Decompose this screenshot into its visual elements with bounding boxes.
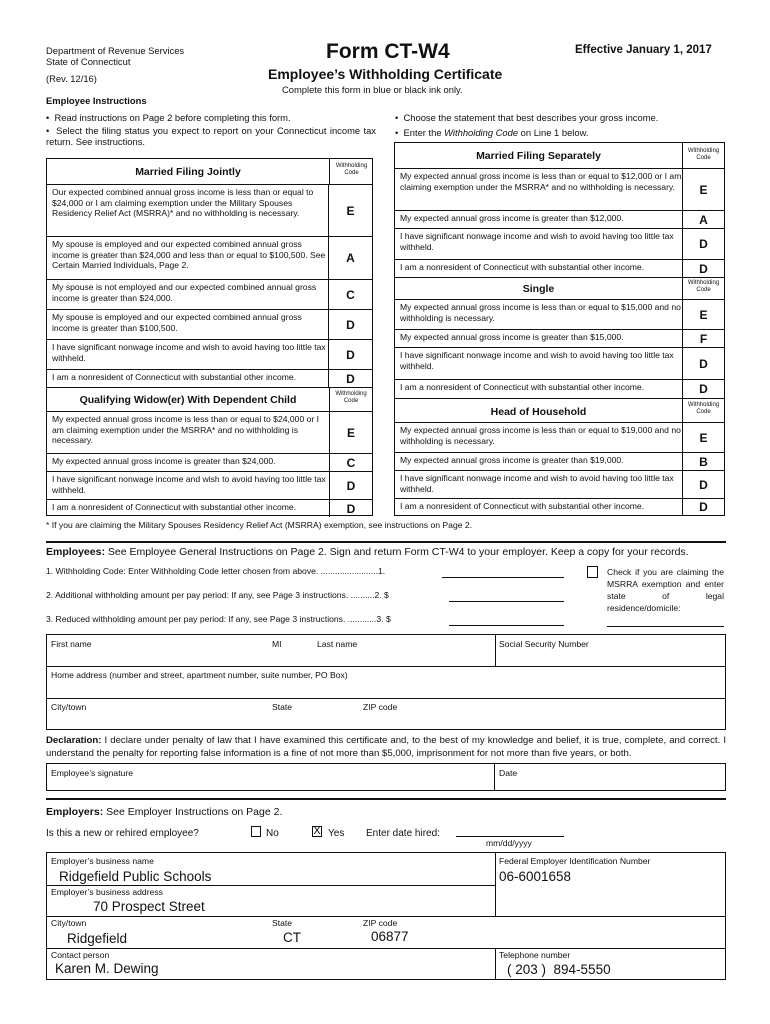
withholding-code-value: D bbox=[328, 370, 372, 387]
withholding-code-value: D bbox=[682, 499, 724, 515]
withholding-code-value: D bbox=[328, 340, 372, 369]
withholding-code-value: A bbox=[682, 211, 724, 228]
withholding-code-value: B bbox=[682, 453, 724, 470]
withholding-code-value: E bbox=[328, 185, 372, 236]
divider bbox=[47, 948, 725, 949]
row-description: I have significant nonwage income and wish to avoid having too little tax withheld. bbox=[400, 473, 674, 494]
declaration-label: Declaration: bbox=[46, 735, 102, 746]
status-row bbox=[47, 471, 372, 499]
status-row bbox=[395, 470, 724, 498]
married-separately-header bbox=[395, 143, 682, 168]
ssn-label: Social Security Number bbox=[499, 639, 589, 649]
status-row bbox=[395, 168, 724, 210]
row-description: My expected annual gross income is greater than $15,000. bbox=[400, 332, 624, 342]
status-row bbox=[395, 299, 724, 329]
line-1-label: 1. Withholding Code: Enter Withholding Code letter chosen from above. ........................1. bbox=[46, 566, 386, 576]
hoh-header bbox=[395, 398, 724, 423]
married-jointly-header bbox=[47, 159, 329, 184]
row-description: I have significant nonwage income and wish to avoid having too little tax withheld. bbox=[400, 350, 674, 371]
withholding-code-value: D bbox=[329, 500, 372, 517]
city-label: City/town bbox=[51, 702, 87, 712]
married-separately-title: Married Filing Separately bbox=[476, 150, 601, 162]
withholding-code-field[interactable] bbox=[442, 566, 564, 578]
business-name-label: Employer’s business name bbox=[51, 856, 154, 866]
status-row bbox=[395, 422, 724, 452]
row-description: My expected annual gross income is less than or equal to $24,000 or I am claiming exemption under the MSRRA* and no withholding is necessary. bbox=[52, 414, 320, 446]
divider bbox=[47, 916, 725, 917]
status-row bbox=[395, 329, 724, 347]
status-row bbox=[47, 279, 372, 309]
employers-text: See Employer Instructions on Page 2. bbox=[103, 806, 283, 818]
yes-label: Yes bbox=[328, 828, 345, 839]
hire-date-label: Enter date hired: bbox=[366, 828, 440, 839]
instruction-bullet-1: • Read instructions on Page 2 before completing this form. bbox=[46, 112, 291, 123]
withholding-code-header: Withholding Code bbox=[329, 388, 372, 412]
right-status-table bbox=[394, 142, 725, 516]
msrra-checkbox[interactable] bbox=[587, 566, 598, 578]
employees-text: See Employee General Instructions on Page 2. Sign and return Form CT-W4 to your employer. Keep a copy for your records. bbox=[104, 546, 689, 558]
withholding-code-value: A bbox=[328, 237, 372, 279]
row-description: My expected annual gross income is less than or equal to $19,000 and no withholding is necessary. bbox=[400, 425, 681, 446]
employer-zip-label: ZIP code bbox=[363, 918, 398, 928]
phone-value[interactable]: ( 203 ) 894-5550 bbox=[507, 962, 611, 977]
hire-date-field[interactable] bbox=[456, 824, 564, 837]
msrra-check-text: Check if you are claiming the MSRRA exemption and enter state of legal residence/domicile: bbox=[607, 567, 724, 613]
status-row bbox=[47, 184, 372, 236]
row-description: My expected annual gross income is greater than $24,000. bbox=[52, 456, 276, 466]
withholding-code-value: C bbox=[328, 280, 372, 309]
row-description: I am a nonresident of Connecticut with substantial other income. bbox=[52, 372, 297, 382]
divider bbox=[495, 948, 496, 979]
business-name-value[interactable]: Ridgefield Public Schools bbox=[59, 869, 212, 884]
status-row bbox=[395, 259, 724, 277]
withholding-code-header: Withholding Code bbox=[682, 278, 724, 300]
section-divider bbox=[46, 541, 726, 543]
effective-date: Effective January 1, 2017 bbox=[575, 44, 712, 56]
single-header bbox=[395, 277, 724, 300]
status-row bbox=[47, 369, 372, 387]
single-title: Single bbox=[522, 283, 555, 295]
employer-city-label: City/town bbox=[51, 918, 87, 928]
employer-city-value[interactable]: Ridgefield bbox=[67, 931, 128, 946]
divider bbox=[494, 764, 495, 790]
status-row bbox=[395, 228, 724, 259]
row-description: My expected annual gross income is greater than $19,000. bbox=[400, 455, 624, 465]
phone-number: 894-5550 bbox=[553, 962, 611, 977]
widow-header bbox=[47, 387, 372, 412]
withholding-code-value: E bbox=[682, 169, 724, 210]
form-title: Form CT-W4 bbox=[326, 40, 450, 63]
legal-residence-field[interactable] bbox=[607, 616, 724, 627]
withholding-code-value: E bbox=[682, 423, 724, 452]
instruction-bullet-2: • Select the filing status you expect to report on your Connecticut income tax return. See instructions. bbox=[46, 125, 376, 148]
row-description: I am a nonresident of Connecticut with substantial other income. bbox=[52, 502, 297, 512]
additional-withholding-field[interactable] bbox=[449, 590, 564, 602]
left-status-table bbox=[46, 158, 373, 516]
row-description: My expected annual gross income is less than or equal to $12,000 or I am claiming exemption under the MSRRA* and no withholding is necessary. bbox=[400, 171, 682, 192]
contact-label: Contact person bbox=[51, 950, 110, 960]
form-subtitle: Employee’s Withholding Certificate bbox=[268, 66, 503, 82]
status-row bbox=[47, 309, 372, 339]
withholding-code-value: F bbox=[682, 330, 724, 347]
mi-label: MI bbox=[272, 639, 282, 649]
yes-checkbox[interactable]: X bbox=[313, 825, 321, 837]
divider bbox=[47, 885, 495, 886]
status-row bbox=[395, 210, 724, 228]
status-row bbox=[47, 339, 372, 369]
signature-label: Employee’s signature bbox=[51, 768, 134, 778]
withholding-code-value: C bbox=[329, 454, 372, 471]
last-name-label: Last name bbox=[317, 639, 358, 649]
row-description: I have significant nonwage income and wish to avoid having too little tax withheld. bbox=[52, 474, 326, 495]
ink-note: Complete this form in blue or black ink only. bbox=[282, 84, 463, 95]
line-2-label: 2. Additional withholding amount per pay period: If any, see Page 3 instructions. ..........2. $ bbox=[46, 590, 389, 600]
home-address-label: Home address (number and street, apartment number, suite number, PO Box) bbox=[51, 670, 348, 680]
withholding-code-value: E bbox=[329, 412, 372, 453]
withholding-code-value: D bbox=[682, 471, 724, 498]
bullet-text: Choose the statement that best describes your gross income. bbox=[403, 112, 659, 123]
status-row bbox=[47, 236, 372, 279]
personal-info-box bbox=[46, 634, 726, 730]
withholding-code-header: Withholding Code bbox=[329, 159, 373, 184]
row-description: I am a nonresident of Connecticut with substantial other income. bbox=[400, 501, 645, 511]
status-row bbox=[395, 452, 724, 470]
business-address-label: Employer’s business address bbox=[51, 887, 163, 897]
status-row bbox=[395, 379, 724, 398]
row-description: Our expected combined annual gross income is less than or equal to $24,000 or I am claiming exemption under the Military Spouses Residency Relief Act (MSRRA)* and no withholding is necessary. bbox=[52, 187, 314, 219]
employers-label: Employers: bbox=[46, 806, 104, 818]
first-name-label: First name bbox=[51, 639, 92, 649]
withholding-code-value: E bbox=[682, 300, 724, 329]
hoh-title: Head of Household bbox=[490, 406, 587, 418]
revision: (Rev. 12/16) bbox=[46, 73, 97, 84]
row-description: My expected annual gross income is greater than $12,000. bbox=[400, 213, 624, 223]
zip-label: ZIP code bbox=[363, 702, 398, 712]
employers-lead bbox=[46, 806, 282, 818]
phone-label: Telephone number bbox=[499, 950, 571, 960]
bullet-text: Select the filing status you expect to report on your Connecticut income tax return. See instructions. bbox=[46, 125, 376, 148]
row-description: I am a nonresident of Connecticut with substantial other income. bbox=[400, 382, 645, 392]
row-description: I have significant nonwage income and wish to avoid having too little tax withheld. bbox=[400, 231, 674, 252]
date-label: Date bbox=[499, 768, 518, 778]
married-jointly-title: Married Filing Jointly bbox=[135, 166, 241, 178]
withholding-code-header: Withholding Code bbox=[682, 399, 724, 423]
status-row bbox=[47, 411, 372, 453]
bullet-emphasis: Withholding Code bbox=[444, 127, 519, 138]
reduced-withholding-field[interactable] bbox=[449, 614, 564, 626]
withholding-code-value: D bbox=[328, 310, 372, 339]
row-description: My expected annual gross income is less than or equal to $15,000 and no withholding is necessary. bbox=[400, 302, 681, 323]
dept-name: Department of Revenue Services bbox=[46, 45, 185, 56]
signature-box[interactable] bbox=[46, 763, 726, 791]
employees-label: Employees: bbox=[46, 546, 105, 558]
row-description: I am a nonresident of Connecticut with substantial other income. bbox=[400, 262, 645, 272]
employer-zip-value[interactable]: 06877 bbox=[371, 929, 409, 944]
withholding-code-header: Withholding Code bbox=[682, 143, 724, 168]
line-3-label: 3. Reduced withholding amount per pay period: If any, see Page 3 instructions. ............3. $ bbox=[46, 614, 391, 624]
divider bbox=[47, 666, 725, 667]
row-description: My spouse is not employed and our expected combined annual gross income is greater than $24,000. bbox=[52, 282, 317, 303]
status-row bbox=[395, 347, 724, 379]
employees-lead bbox=[46, 546, 689, 558]
status-row bbox=[47, 499, 372, 517]
withholding-code-value: D bbox=[682, 380, 724, 398]
state-name: State of Connecticut bbox=[46, 56, 131, 67]
divider bbox=[495, 853, 496, 916]
row-description: My spouse is employed and our expected combined annual gross income is greater than $100,500. bbox=[52, 312, 302, 333]
employer-state-label: State bbox=[272, 918, 293, 928]
instruction-bullet-3: • Choose the statement that best describes your gross income. bbox=[395, 112, 659, 123]
widow-title: Qualifying Widow(er) With Dependent Child bbox=[79, 394, 297, 406]
new-hire-question: Is this a new or rehired employee? bbox=[46, 828, 199, 839]
row-description: My spouse is employed and our expected combined annual gross income is greater than $24,000 and less than or equal to $100,500. See Certain Married Individuals, Page 2. bbox=[52, 239, 326, 271]
no-label: No bbox=[266, 828, 279, 839]
bullet-text: on Line 1 below. bbox=[518, 127, 589, 138]
divider bbox=[47, 698, 725, 699]
phone-area: 203 bbox=[515, 962, 538, 977]
state-label: State bbox=[272, 702, 293, 712]
status-row bbox=[47, 453, 372, 471]
instructions-heading: Employee Instructions bbox=[46, 95, 147, 106]
section-divider bbox=[46, 798, 726, 800]
declaration bbox=[46, 735, 726, 760]
bullet-text: Read instructions on Page 2 before completing this form. bbox=[54, 112, 291, 123]
instruction-bullet-4: • Enter the Withholding Code on Line 1 below. bbox=[395, 127, 589, 138]
contact-value[interactable]: Karen M. Dewing bbox=[55, 961, 159, 976]
withholding-code-value: D bbox=[329, 472, 372, 499]
declaration-text: I declare under penalty of law that I have examined this certificate and, to the best of my knowledge and belief, it is true, complete, and correct. I understand the penalty for reporting false information is a fine of not more than $5,000, imprisonment for not more than five years, or both. bbox=[46, 735, 726, 759]
date-format: mm/dd/yyyy bbox=[486, 838, 532, 848]
row-description: I have significant nonwage income and wish to avoid having too little tax withheld. bbox=[52, 342, 326, 363]
msrra-footnote: * If you are claiming the Military Spouses Residency Relief Act (MSRRA) exemption, see instructions on Page 2. bbox=[46, 520, 473, 530]
no-checkbox[interactable] bbox=[251, 826, 261, 837]
employer-state-value[interactable]: CT bbox=[283, 930, 301, 945]
employer-info-box bbox=[46, 852, 726, 980]
bullet-text: Enter the bbox=[403, 127, 445, 138]
business-address-value[interactable]: 70 Prospect Street bbox=[93, 899, 205, 914]
withholding-code-value: D bbox=[682, 348, 724, 379]
fein-label: Federal Employer Identification Number bbox=[499, 856, 651, 866]
divider bbox=[495, 635, 496, 666]
withholding-code-value: D bbox=[682, 260, 724, 277]
withholding-code-value: D bbox=[682, 229, 724, 259]
status-row bbox=[395, 498, 724, 515]
fein-value[interactable]: 06-6001658 bbox=[499, 869, 572, 884]
